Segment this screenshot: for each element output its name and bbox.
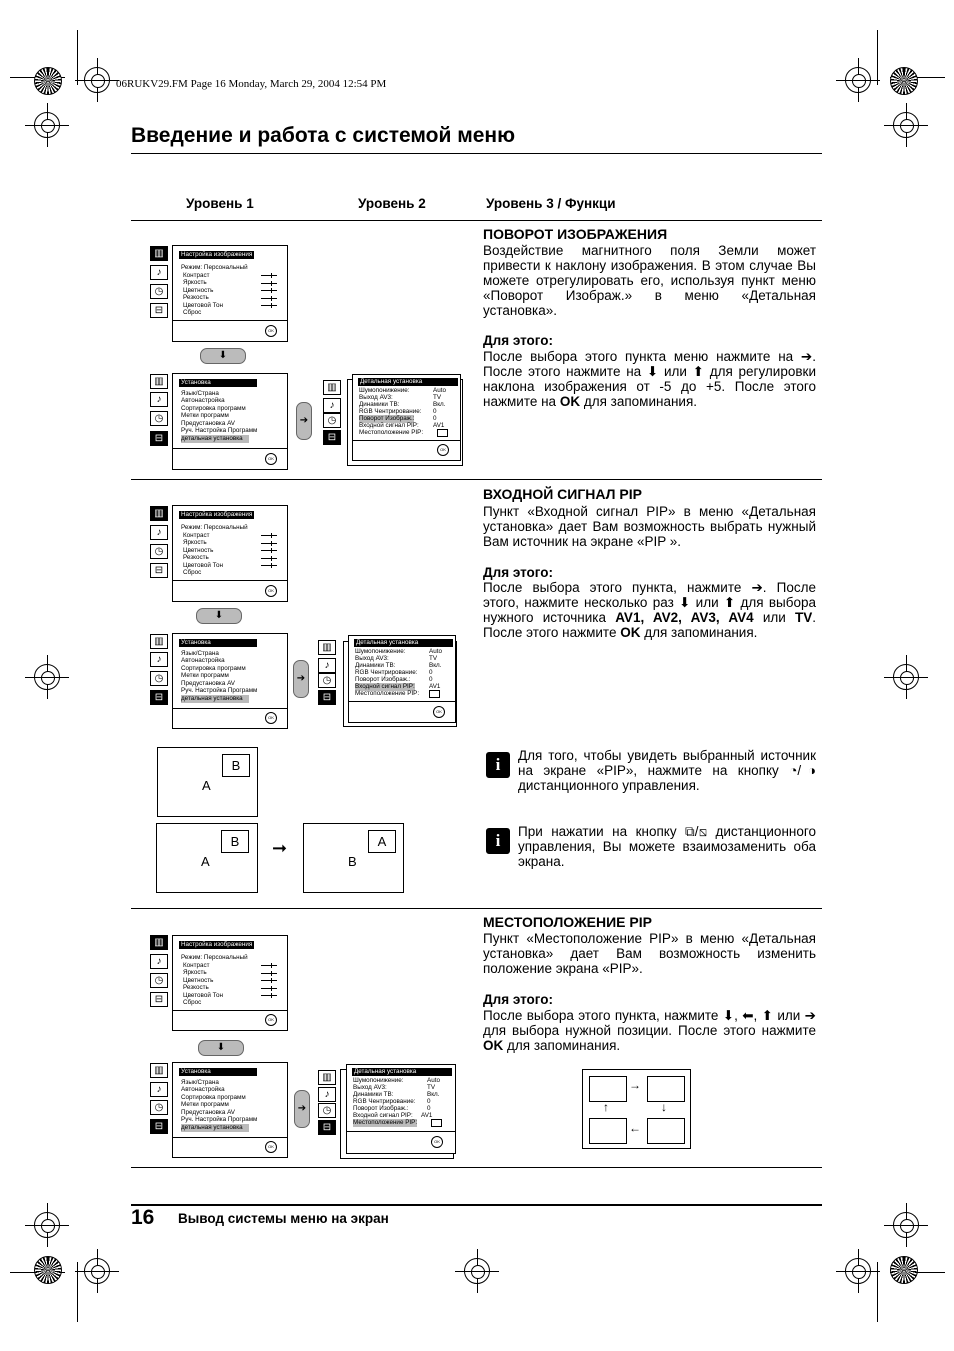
picture-menu-screen (172, 935, 288, 1031)
menu-value: 0 (433, 415, 437, 422)
picture-menu-title: Настройка изображения (181, 941, 253, 948)
menu-item: Руч. Настройка Программ (181, 687, 258, 694)
level-1-heading: Уровень 1 (186, 196, 254, 211)
menu-item: Сортировка программ (181, 405, 246, 412)
level-3-heading: Уровень 3 / Функци (486, 196, 616, 211)
file-info-line: 06RUKV29.FM Page 16 Monday, March 29, 2004 12:54 PM (116, 78, 387, 90)
section3-step-a: После выбора этого пункта, нажмите ⬇, ⬅, ⬆ или ➔ для выбора нужной позиции. После этого нажмите (483, 1008, 816, 1038)
sound-menu-icon: ♪ (150, 1082, 168, 1097)
timer-menu-icon: ◷ (150, 284, 168, 299)
section-rule (131, 1167, 822, 1168)
pip-position-icon (429, 690, 440, 698)
menu-item: Цветность (183, 547, 214, 554)
section1-step-end: для запоминания. (580, 394, 698, 409)
menu-value: Вкл. (429, 662, 442, 669)
ok-key-label: OK (483, 1038, 504, 1053)
menu-item-selected: детальная установка (181, 435, 249, 443)
swap-arrow-icon: ➞ (272, 838, 288, 858)
detail-menu-screen (352, 374, 461, 461)
menu-item: Выход AV3: (355, 655, 389, 662)
section2-note1: Для того, чтобы увидеть выбранный источник на экране «PIP», нажмите на кнопку ◔/◑ дистанционного управления. (518, 748, 816, 793)
footer-rule (131, 1204, 822, 1206)
menu-item: Входной сигнал PIP: (353, 1112, 413, 1119)
main-screen-label: A (202, 778, 211, 793)
menu-item: Динамики TB: (353, 1091, 394, 1098)
menu-item: Метки программ (181, 1101, 229, 1108)
menu-item: Местоположение PIP: (355, 690, 420, 697)
section2-step-b: . После этого нажмите (483, 610, 817, 640)
menu-item: Резкость (183, 294, 209, 301)
menu-value: TV (433, 394, 442, 401)
picture-menu-title: Настройка изображения (181, 511, 253, 518)
tv-source: TV (794, 610, 813, 625)
menu-item: Предустановка AV (181, 680, 236, 687)
section3-howto: Для этого: (483, 992, 553, 1007)
title-rule (131, 153, 822, 154)
down-arrow-icon: ⬇ (200, 348, 246, 364)
ok-button-icon: OK (265, 1141, 277, 1153)
menu-value: 0 (429, 676, 433, 683)
page-number: 16 (131, 1206, 155, 1229)
menu-item: Сортировка программ (181, 1094, 246, 1101)
pip-position-diagram (582, 1069, 691, 1149)
down-arrow-icon: ⬇ (196, 608, 242, 624)
arrow-left-icon: ← (629, 1121, 641, 1135)
picture-menu-screen (172, 245, 288, 342)
section2-step-c: для запоминания. (640, 625, 758, 640)
picture-menu-icon: ▥ (150, 1063, 168, 1078)
pip-screen-diagram (157, 747, 258, 817)
menu-item: Автонастройка (181, 397, 225, 404)
menu-item: Шумопонижение: (355, 648, 406, 655)
sound-menu-icon: ♪ (150, 265, 168, 280)
menu-item: Метки программ (181, 672, 229, 679)
section-rule (131, 908, 822, 909)
sound-menu-icon: ♪ (323, 398, 341, 413)
sound-menu-icon: ♪ (318, 1087, 336, 1102)
menu-item: Резкость (183, 554, 209, 561)
menu-value: AV1 (429, 683, 441, 690)
menu-item: Язык/Страна (181, 390, 219, 397)
setup-menu-title: Установка (179, 639, 257, 647)
picture-menu-icon: ▥ (150, 246, 168, 261)
menu-item: Резкость (183, 984, 209, 991)
setup-menu-icon: ⊟ (318, 690, 336, 705)
picture-menu-icon: ▥ (150, 506, 168, 521)
menu-item-selected: Местоположение PIP: (353, 1119, 418, 1126)
menu-item: Руч. Настройка Программ (181, 1116, 258, 1123)
menu-item: Цветность (183, 977, 214, 984)
info-icon: i (486, 828, 510, 854)
timer-menu-icon: ◷ (318, 673, 336, 688)
detail-menu-title: Детальная установка (358, 378, 458, 386)
menu-item: Поворот Изображ.: (353, 1105, 409, 1112)
menu-value: 0 (433, 408, 437, 415)
picture-menu-icon: ▥ (150, 935, 168, 950)
menu-value: TV (427, 1084, 436, 1091)
pip-window-label: B (222, 754, 250, 777)
pip-swap-before (156, 823, 258, 893)
picture-menu-icon: ▥ (150, 374, 168, 389)
picture-menu-icon: ▥ (318, 640, 336, 655)
menu-value: 0 (427, 1098, 431, 1105)
menu-item: Контраст (183, 272, 210, 279)
ok-key-label: OK (620, 625, 641, 640)
setup-menu-screen (172, 633, 288, 729)
levels-rule (131, 220, 822, 221)
section1-step2: После этого нажмите на ⬇ или ⬆ для регулировки наклона изображения от -5 до +5. После этого нажмите на (483, 364, 816, 409)
menu-item: Динамики TB: (355, 662, 396, 669)
menu-item: Входной сигнал PIP: (359, 422, 419, 429)
menu-item: Автонастройка (181, 657, 225, 664)
pip-position-icon (437, 429, 448, 437)
menu-value: AV1 (421, 1112, 433, 1119)
menu-item-selected: Входной сигнал PIP: (355, 683, 415, 690)
menu-item: Выход AV3: (359, 394, 393, 401)
picture-mode-row: Режим: Персональный (181, 954, 248, 961)
menu-value: Auto (427, 1077, 440, 1084)
picture-mode-row: Режим: Персональный (181, 524, 248, 531)
setup-menu-icon: ⊟ (150, 431, 168, 446)
picture-menu-title: Настройка изображения (181, 251, 253, 258)
picture-mode-row: Режим: Персональный (181, 264, 248, 271)
section1-howto: Для этого: (483, 333, 553, 348)
setup-menu-icon: ⊟ (150, 303, 168, 318)
menu-item: Метки программ (181, 412, 229, 419)
menu-item: Местоположение PIP: (359, 429, 424, 436)
arrow-down-icon: ↓ (661, 1100, 667, 1114)
section1-step1: После выбора этого пункта меню нажмите на ➔. (483, 349, 816, 364)
setup-menu-title: Установка (179, 1068, 257, 1076)
ok-button-icon: OK (265, 1014, 277, 1026)
menu-value: 0 (429, 669, 433, 676)
menu-item: Цветность (183, 287, 214, 294)
setup-menu-icon: ⊟ (150, 992, 168, 1007)
menu-item: Яркость (183, 969, 207, 976)
setup-menu-icon: ⊟ (318, 1120, 336, 1135)
menu-value: Вкл. (433, 401, 446, 408)
down-arrow-icon: ⬇ (198, 1040, 244, 1056)
menu-value: AV1 (433, 422, 445, 429)
sound-menu-icon: ♪ (150, 954, 168, 969)
setup-menu-title: Установка (179, 379, 257, 387)
section-rule (131, 479, 822, 480)
menu-item: Предустановка AV (181, 1109, 236, 1116)
ok-button-icon: OK (265, 453, 277, 465)
arrow-up-icon: ↑ (603, 1100, 609, 1114)
section2-note2: При нажатии на кнопку ⧉/⧅ дистанционного управления, Вы можете взаимозаменить оба экрана. (518, 824, 816, 869)
menu-item: Контраст (183, 532, 210, 539)
main-screen-label: A (201, 854, 210, 869)
picture-menu-icon: ▥ (318, 1070, 336, 1085)
timer-menu-icon: ◷ (150, 973, 168, 988)
menu-item: RGB Чентрирование: (359, 408, 422, 415)
timer-menu-icon: ◷ (318, 1103, 336, 1118)
timer-menu-icon: ◷ (150, 411, 168, 426)
detail-menu-title: Детальная установка (354, 639, 453, 647)
section2-body: Пункт «Входной сигнал PIP» в меню «Детальная установка» дает Вам возможность выбрать нужный Вам источник на экране «PIP ». (483, 504, 816, 549)
menu-item: Сброс (183, 309, 202, 316)
menu-item: Автонастройка (181, 1086, 225, 1093)
menu-item-selected: детальная установка (181, 1124, 249, 1132)
setup-menu-icon: ⊟ (150, 563, 168, 578)
footer-title: Вывод системы меню на экран (178, 1211, 389, 1226)
menu-value: Auto (433, 387, 446, 394)
menu-item: Сброс (183, 999, 202, 1006)
ok-button-icon: OK (265, 585, 277, 597)
page-title: Введение и работа с системой меню (131, 124, 516, 147)
pip-window-label: A (368, 830, 396, 853)
picture-menu-icon: ▥ (323, 380, 341, 395)
section3-title: МЕСТОПОЛОЖЕНИЕ PIP (483, 914, 652, 930)
menu-item: Цветовой Тон (183, 562, 223, 569)
menu-item: Сортировка программ (181, 665, 246, 672)
ok-button-icon: OK (437, 444, 449, 456)
detail-menu-screen (348, 635, 456, 723)
setup-menu-icon: ⊟ (150, 690, 168, 705)
menu-item: Шумопонижение: (359, 387, 410, 394)
menu-item: Шумопонижение: (353, 1077, 404, 1084)
section1-body: Воздействие магнитного поля Земли может привести к наклону изображения. В этом случае Вы можете отрегулировать его, используя пункт меню «Поворот Изображ.» в меню «Детальная установка». (483, 243, 816, 318)
menu-item: Динамики TB: (359, 401, 400, 408)
right-arrow-icon: ➔ (294, 1090, 310, 1128)
ok-button-icon: OK (431, 1136, 443, 1148)
pip-window-label: B (221, 830, 249, 853)
sound-menu-icon: ♪ (150, 525, 168, 540)
menu-item: Язык/Страна (181, 650, 219, 657)
section1-title: ПОВОРОТ ИЗОБРАЖЕНИЯ (483, 226, 668, 242)
ok-button-icon: OK (265, 712, 277, 724)
section3-steps (483, 1008, 816, 1053)
ok-button-icon: OK (433, 706, 445, 718)
main-screen-label: B (348, 854, 357, 869)
setup-menu-icon: ⊟ (150, 1119, 168, 1134)
menu-item-selected: Поворот Изображ.: (359, 415, 415, 422)
pip-position-icon (431, 1119, 442, 1127)
menu-value: Вкл. (427, 1091, 440, 1098)
sound-menu-icon: ♪ (150, 392, 168, 407)
pip-corner-top-left (589, 1076, 627, 1102)
menu-item: Предустановка AV (181, 420, 236, 427)
menu-value: 0 (427, 1105, 431, 1112)
section1-steps (483, 349, 816, 409)
section2-steps (483, 580, 816, 640)
menu-item: Выход AV3: (353, 1084, 387, 1091)
menu-item: Сброс (183, 569, 202, 576)
or-text: или (753, 610, 795, 625)
picture-menu-screen (172, 505, 288, 602)
pip-swap-after (303, 823, 404, 893)
sound-menu-icon: ♪ (150, 652, 168, 667)
menu-value: Auto (429, 648, 442, 655)
level-2-heading: Уровень 2 (358, 196, 426, 211)
pip-corner-bottom-right (647, 1118, 685, 1144)
menu-item: Контраст (183, 962, 210, 969)
ok-key-label: OK (559, 394, 581, 409)
setup-menu-screen (172, 1062, 288, 1158)
section2-howto: Для этого: (483, 565, 553, 580)
source-list: AV1, AV2, AV3, AV4 (615, 610, 754, 625)
right-arrow-icon: ➔ (296, 402, 312, 440)
menu-item: RGB Чентрирование: (353, 1098, 416, 1105)
sound-menu-icon: ♪ (318, 658, 336, 673)
setup-menu-icon: ⊟ (323, 430, 341, 445)
timer-menu-icon: ◷ (150, 544, 168, 559)
section3-step-b: для запоминания. (503, 1038, 621, 1053)
detail-menu-title: Детальная установка (352, 1068, 452, 1076)
menu-item: Руч. Настройка Программ (181, 427, 258, 434)
timer-menu-icon: ◷ (150, 1100, 168, 1115)
menu-value: TV (429, 655, 438, 662)
menu-item: Цветовой Тон (183, 302, 223, 309)
timer-menu-icon: ◷ (323, 413, 341, 428)
menu-item: Яркость (183, 539, 207, 546)
menu-item: Поворот Изображ.: (355, 676, 411, 683)
setup-menu-screen (172, 373, 288, 470)
menu-item: Язык/Страна (181, 1079, 219, 1086)
section3-body: Пункт «Местоположение PIP» в меню «Детальная установка» дает Вам возможность изменить положение экрана «PIP». (483, 931, 816, 976)
ok-button-icon: OK (265, 325, 277, 337)
picture-menu-icon: ▥ (150, 634, 168, 649)
arrow-right-icon: → (629, 1078, 641, 1092)
menu-item: RGB Чентрирование: (355, 669, 418, 676)
info-icon: i (486, 752, 510, 778)
timer-menu-icon: ◷ (150, 671, 168, 686)
section2-title: ВХОДНОЙ СИГНАЛ PIP (483, 486, 642, 502)
right-arrow-icon: ➔ (293, 660, 309, 698)
pip-corner-bottom-left (589, 1118, 627, 1144)
pip-corner-top-right (647, 1076, 685, 1102)
section2-step-a: После выбора этого пункта, нажмите ➔. После этого, нажмите несколько раз ⬇ или ⬆ для выбора нужного источника (483, 580, 816, 625)
menu-item: Цветовой Тон (183, 992, 223, 999)
menu-item: Яркость (183, 279, 207, 286)
detail-menu-screen (346, 1064, 456, 1154)
menu-item-selected: детальная установка (181, 695, 249, 703)
